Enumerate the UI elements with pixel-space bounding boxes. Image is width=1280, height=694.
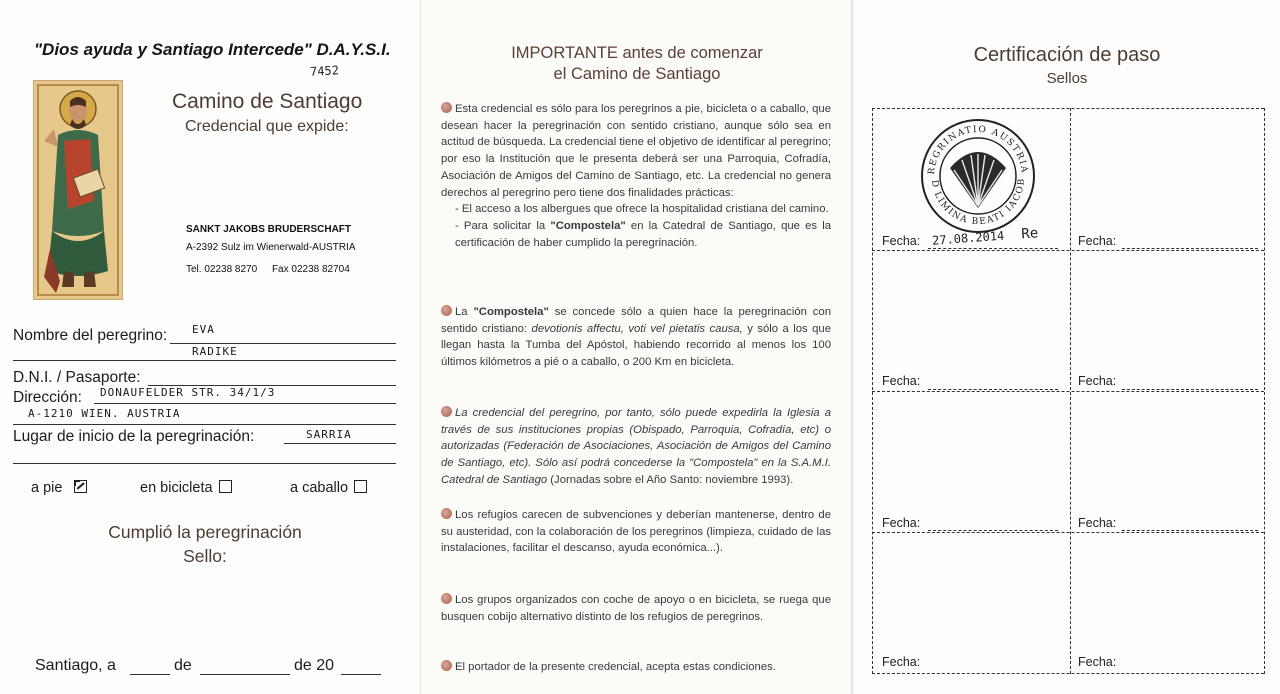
mode-foot[interactable] — [31, 480, 87, 496]
issuer-block — [186, 221, 356, 279]
shell-bullet-icon — [441, 102, 452, 113]
item-2-compostela: "Compostela" — [550, 219, 626, 232]
paragraph-6 — [441, 659, 831, 676]
fecha-line-5 — [928, 530, 1058, 531]
start-place-line-2 — [13, 463, 396, 464]
fecha-line-2 — [1122, 248, 1258, 249]
stamps-title: Certificación de paso — [973, 44, 1161, 66]
year-line — [341, 674, 381, 675]
stamps-panel — [854, 0, 1280, 694]
month-line — [200, 674, 290, 675]
fecha-line-6 — [1122, 530, 1258, 531]
item-2-text-a: - Para solicitar la — [455, 219, 551, 232]
fecha-label-4: Fecha: — [1078, 374, 1117, 388]
address-line-2 — [13, 424, 396, 425]
p3-italic: La credencial del peregrino, por tanto, sólo puede expedirla la Iglesia a través de sus instituciones propias (Obispado, Parroquia, Cofradía, etc) o autorizadas (Federación de Asociaciones, Asociación de Amigos del Camino de Santiago, etc). Sólo así podrá concederse la "Compostela" en la S.A.M.I. Catedral de Santiago — [441, 407, 831, 486]
pilgrim-name-label: Nombre del peregrino: — [13, 327, 168, 344]
pilgrim-name-first[interactable]: EVA — [192, 323, 215, 336]
footer-santiago: Santiago, a — [35, 657, 116, 674]
grid-row-divider-1 — [872, 250, 1264, 251]
svg-text:AD LIMINA BEATI IACOBI: D LIMINA BEATI IACOB — [928, 176, 1028, 228]
fecha-label-2: Fecha: — [1078, 234, 1117, 248]
fecha-line-1 — [928, 248, 1058, 249]
grid-row-divider-2 — [872, 391, 1264, 392]
fecha-label-1: Fecha: — [882, 234, 921, 248]
pilgrim-stamp — [916, 116, 1040, 234]
address-label: Dirección: — [13, 389, 82, 406]
footer-de-1: de — [174, 657, 192, 674]
instructions-title-line2: el Camino de Santiago — [553, 65, 721, 83]
shell-bullet-icon — [441, 593, 452, 604]
p4-text: Los refugios carecen de subvenciones y deberían mantenerse, dentro de su austeridad, con la colaboración de los peregrinos (limpieza, cuidado de las instalaciones, facilitar el descanso, ayuda económica...). — [441, 509, 831, 555]
pilgrim-name-last[interactable]: RADIKE — [192, 345, 238, 358]
saint-james-icon — [33, 80, 123, 300]
mode-bicycle[interactable] — [140, 480, 232, 496]
shell-bullet-icon — [441, 305, 452, 316]
issuer-name: SANKT JAKOBS BRUDERSCHAFT — [186, 224, 352, 235]
name-line-2 — [13, 360, 396, 361]
day-line — [130, 674, 170, 675]
mode-foot-checkbox[interactable] — [74, 480, 87, 493]
mode-foot-label: a pie — [31, 480, 63, 496]
handwritten-annotation: 7452 — [309, 63, 340, 79]
completion-title: Cumplió la peregrinación — [108, 522, 302, 542]
address-line-1 — [94, 403, 396, 404]
credential-title: Camino de Santiago — [172, 90, 363, 113]
footer-de-2: de 20 — [294, 657, 335, 674]
fecha-line-4 — [1122, 389, 1258, 390]
p2-latin: devotionis affectu, voti vel pietatis causa, — [531, 322, 743, 335]
instructions-title — [421, 43, 852, 85]
stamps-subtitle: Sellos — [1046, 70, 1088, 87]
address-value-1[interactable]: DONAUFELDER STR. 34/1/3 — [100, 386, 276, 399]
item-2-text-c: en la Catedral de Santiago, que es la certificación de haber cumplido la peregrinación. — [455, 219, 831, 249]
issuer-address: A-2392 Sulz im Wienerwald-AUSTRIA — [186, 242, 356, 253]
mode-bicycle-checkbox[interactable] — [219, 480, 232, 493]
grid-right-border — [1264, 108, 1265, 674]
p6-text: El portador de la presente credencial, acepta estas condiciones. — [455, 661, 776, 673]
fecha-label-3: Fecha: — [882, 374, 921, 388]
credential-front-panel — [0, 0, 420, 694]
issuer-tel: Tel. 02238 8270 — [186, 264, 258, 275]
paragraph-1-item-1: - El acceso a los albergues que ofrece la hospitalidad cristiana del camino. — [455, 203, 829, 216]
paragraph-5 — [441, 592, 831, 625]
issuer-fax: Fax 02238 82704 — [271, 264, 350, 275]
passport-label: D.N.I. / Pasaporte: — [13, 369, 141, 386]
paragraph-1 — [441, 101, 831, 251]
p3-source: (Jornadas sobre el Año Santo: noviembre 1993). — [547, 473, 794, 486]
mode-horse[interactable] — [290, 480, 367, 496]
mode-bicycle-label: en bicicleta — [140, 480, 213, 496]
p2-text-a: La — [455, 306, 474, 318]
start-place-value[interactable]: SARRIA — [306, 428, 352, 441]
mode-horse-label: a caballo — [290, 480, 349, 496]
paragraph-3 — [441, 405, 831, 489]
p2-text-e: y sólo a los que llegan hasta la Tumba del Apóstol, habiendo recorrido al menos los 100 últimos kilómetros a pié o a caballo, o 200 Km en bicicleta. — [441, 322, 831, 369]
credential-subtitle: Credencial que expide: — [185, 118, 349, 135]
stamp-grid — [872, 108, 1264, 674]
fecha-label-7: Fecha: — [882, 655, 921, 669]
mode-horse-checkbox[interactable] — [354, 480, 367, 493]
shell-bullet-icon — [441, 660, 452, 671]
stamp-initials: Re — [1020, 225, 1039, 243]
instructions-panel — [420, 0, 852, 694]
instructions-title-bold: IMPORTANTE — [511, 44, 618, 62]
completion-stamp-label: Sello: — [183, 546, 227, 566]
grid-top-border — [872, 108, 1264, 109]
start-place-label: Lugar de inicio de la peregrinación: — [13, 428, 255, 445]
paragraph-1-item-2 — [441, 218, 831, 251]
fecha-line-3 — [928, 389, 1058, 390]
paragraph-4 — [441, 507, 831, 557]
paragraph-2 — [441, 304, 831, 371]
paragraph-1-text: Esta credencial es sólo para los peregrinos a pie, bicicleta o a caballo, que desean hacer la peregrinación con sentido cristiano, aunque sólo sea en actitud de búsqueda. La credencial tiene el objetivo de identificar al peregrino; por eso la Institución que le presenta deberá ser una Parroquia, Cofradía, Asociación de Amigos del Camino de Santiago, etc. La credencial no genera derechos al peregrino pero tiene dos finalidades prácticas: — [441, 103, 832, 199]
grid-bottom-border — [872, 673, 1264, 674]
fecha-label-8: Fecha: — [1078, 655, 1117, 669]
fecha-label-6: Fecha: — [1078, 516, 1117, 530]
grid-row-divider-3 — [872, 532, 1264, 533]
fecha-label-5: Fecha: — [882, 516, 921, 530]
instructions-title-rest: antes de comenzar — [617, 44, 763, 62]
stamp-date: 27.08.2014 — [931, 228, 1005, 248]
address-value-2[interactable]: A-1210 WIEN. AUSTRIA — [28, 407, 181, 420]
name-line-1 — [170, 343, 396, 344]
p5-text: Los grupos organizados con coche de apoyo o en bicicleta, se ruega que busquen cobijo alternativo distinto de los refugios de peregrinos. — [441, 594, 831, 623]
motto: "Dios ayuda y Santiago Intercede" D.A.Y.S.I. — [34, 40, 391, 59]
start-place-line — [284, 443, 396, 444]
shell-bullet-icon — [441, 406, 452, 417]
p2-text-c: se concede sólo a quien hace la peregrinación con sentido cristiano: — [441, 306, 831, 335]
svg-text:PEREGRINATIO AUSTRIACA: REGRINATIO AUSTRIA — [926, 124, 1030, 176]
p2-compostela: "Compostela" — [473, 306, 549, 318]
shell-bullet-icon — [441, 508, 452, 519]
